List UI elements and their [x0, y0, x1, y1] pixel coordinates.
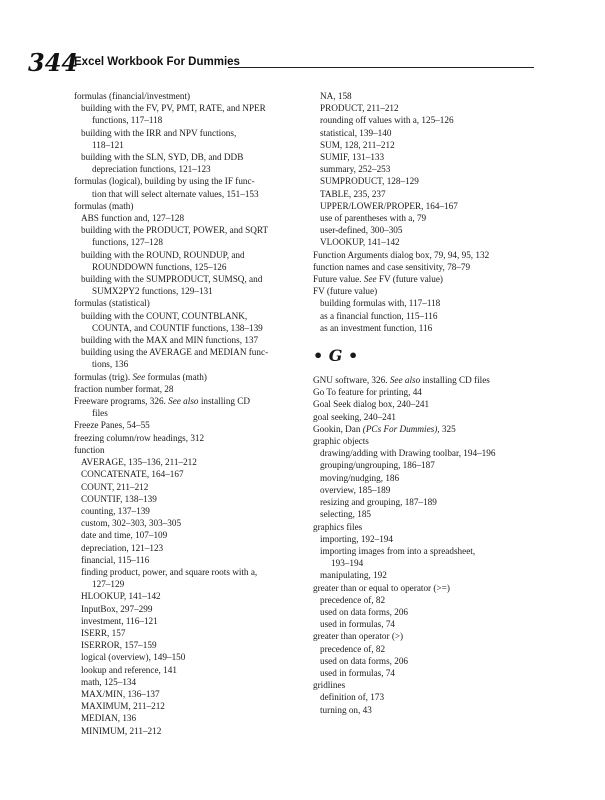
- index-entry: 193–194: [331, 558, 364, 569]
- index-entry: graphics files: [313, 521, 363, 532]
- index-entry: PRODUCT, 211–212: [320, 103, 399, 114]
- index-entry: drawing/adding with Drawing toolbar, 194–196: [320, 448, 496, 459]
- index-entry: Freeze Panes, 54–55: [74, 420, 150, 431]
- index-entry: ISERROR, 157–159: [81, 640, 157, 651]
- index-entry: files: [92, 408, 108, 419]
- index-entry: COUNTA, and COUNTIF functions, 138–139: [92, 322, 263, 333]
- index-entry: building using the AVERAGE and MEDIAN func-: [81, 347, 269, 358]
- index-entry: depreciation functions, 121–123: [92, 164, 211, 175]
- index-entry: SUMPRODUCT, 128–129: [320, 176, 419, 187]
- index-entry: ISERR, 157: [81, 627, 126, 638]
- index-entry: as a financial function, 115–116: [320, 310, 438, 321]
- index-entry: graphic objects: [313, 436, 369, 447]
- index-entry: depreciation, 121–123: [81, 542, 164, 553]
- index-entry: math, 125–134: [81, 676, 137, 687]
- index-entry: NA, 158: [320, 91, 352, 101]
- index-entry: SUMX2PY2 functions, 129–131: [92, 286, 213, 297]
- index-entry: formulas (trig). See formulas (math): [74, 371, 207, 382]
- index-entry: FV (future value): [313, 286, 378, 297]
- index-entry: formulas (math): [74, 200, 134, 211]
- index-block-g: [313, 374, 545, 716]
- index-entry: CONCATENATE, 164–167: [81, 469, 184, 480]
- index-entry: MEDIAN, 136: [81, 713, 137, 724]
- index-entry: UPPER/LOWER/PROPER, 164–167: [320, 200, 458, 211]
- index-entry: used in formulas, 74: [320, 667, 396, 678]
- index-entry: financial, 115–116: [81, 554, 150, 565]
- index-entry: GNU software, 326. See also installing CD files: [313, 375, 490, 386]
- index-entry: ROUNDDOWN functions, 125–126: [92, 261, 227, 272]
- index-entry: fraction number format, 28: [74, 383, 174, 394]
- index-entry: building with the ROUND, ROUNDUP, and: [81, 249, 245, 260]
- index-entry: counting, 137–139: [81, 505, 150, 516]
- index-entry: definition of, 173: [320, 692, 385, 703]
- index-entry: investment, 116–121: [81, 615, 158, 626]
- index-column-left: [74, 90, 304, 737]
- index-entry: InputBox, 297–299: [81, 603, 153, 614]
- index-entry: Freeware programs, 326. See also installing CD: [74, 396, 251, 407]
- index-entry: tion that will select alternate values, 151–153: [92, 188, 259, 199]
- index-entry: Future value. See FV (future value): [313, 274, 443, 285]
- index-entry: formulas (statistical): [74, 298, 150, 309]
- index-entry: 118–121: [92, 139, 124, 150]
- index-entry: SUMIF, 131–133: [320, 152, 385, 163]
- index-entry: summary, 252–253: [320, 164, 391, 175]
- index-entry: Function Arguments dialog box, 79, 94, 95, 132: [313, 249, 490, 260]
- index-entry: greater than or equal to operator (>=): [313, 582, 450, 593]
- index-column-right: [313, 90, 545, 716]
- index-entry: function: [74, 444, 105, 455]
- index-entry: moving/nudging, 186: [320, 472, 400, 483]
- index-entry: rounding off values with a, 125–126: [320, 115, 454, 126]
- index-entry: importing, 192–194: [320, 533, 393, 544]
- index-entry: user-defined, 300–305: [320, 225, 403, 236]
- index-entry: overview, 185–189: [320, 484, 391, 495]
- index-entry: formulas (financial/investment): [74, 91, 191, 101]
- index-entry: use of parentheses with a, 79: [320, 213, 427, 224]
- index-entry: greater than operator (>): [313, 631, 404, 642]
- index-entry: COUNT, 211–212: [81, 481, 149, 492]
- index-entry: importing images from into a spreadsheet,: [320, 545, 476, 556]
- index-entry: used on data forms, 206: [320, 655, 409, 666]
- index-entry: building with the PRODUCT, POWER, and SQRT: [81, 225, 269, 236]
- index-entry: functions, 117–118: [92, 115, 163, 126]
- index-entry: date and time, 107–109: [81, 530, 168, 541]
- index-entry: building with the IRR and NPV functions,: [81, 127, 237, 138]
- index-entry: formulas (logical), building by using the IF func-: [74, 176, 255, 187]
- index-entry: HLOOKUP, 141–142: [81, 591, 161, 602]
- index-entry: custom, 302–303, 303–305: [81, 518, 182, 529]
- page-number: 344: [28, 48, 79, 77]
- running-header: [28, 46, 534, 76]
- index-block-f-continued: [313, 90, 545, 334]
- index-entry: freezing column/row headings, 312: [74, 432, 205, 443]
- index-entry: statistical, 139–140: [320, 127, 392, 138]
- index-entry: precedence of, 82: [320, 643, 386, 654]
- index-entry: Goal Seek dialog box, 240–241: [313, 399, 430, 410]
- index-entry: Gookin, Dan (PCs For Dummies), 325: [313, 423, 456, 434]
- index-entry: finding product, power, and square roots with a,: [81, 566, 258, 577]
- index-entry: logical (overview), 149–150: [81, 652, 186, 663]
- index-entry: ABS function and, 127–128: [81, 213, 185, 224]
- index-entry: functions, 127–128: [92, 237, 163, 248]
- index-entry: COUNTIF, 138–139: [81, 493, 157, 504]
- index-entry: function names and case sensitivity, 78–79: [313, 261, 471, 272]
- index-entry: MAX/MIN, 136–137: [81, 688, 160, 699]
- index-entry: building with the SUMPRODUCT, SUMSQ, and: [81, 274, 263, 285]
- index-entry: lookup and reference, 141: [81, 664, 177, 675]
- index-entry: VLOOKUP, 141–142: [320, 237, 400, 248]
- index-entry: building with the COUNT, COUNTBLANK,: [81, 310, 248, 321]
- index-entry: building formulas with, 117–118: [320, 298, 441, 309]
- index-entry: selecting, 185: [320, 509, 372, 520]
- index-entry: MAXIMUM, 211–212: [81, 701, 165, 712]
- index-entry: precedence of, 82: [320, 594, 386, 605]
- index-entry: as an investment function, 116: [320, 322, 433, 333]
- index-entry: MINIMUM, 211–212: [81, 725, 162, 736]
- index-entry: gridlines: [313, 680, 346, 691]
- index-entry: resizing and grouping, 187–189: [320, 497, 437, 508]
- index-entry: 127–129: [92, 579, 125, 590]
- index-entry: SUM, 128, 211–212: [320, 139, 395, 150]
- index-entry: building with the FV, PV, PMT, RATE, and NPER: [81, 103, 266, 114]
- index-entry: Go To feature for printing, 44: [313, 387, 422, 398]
- index-entry: tions, 136: [92, 359, 129, 370]
- index-entry: turning on, 43: [320, 704, 372, 715]
- index-entry: building with the SLN, SYD, DB, and DDB: [81, 152, 244, 163]
- book-title: Excel Workbook For Dummies: [74, 56, 240, 68]
- index-entry: used in formulas, 74: [320, 619, 396, 630]
- index-entry: goal seeking, 240–241: [313, 411, 396, 422]
- section-letter-g: • G •: [313, 346, 359, 366]
- index-entry: manipulating, 192: [320, 570, 387, 581]
- index-entry: building with the MAX and MIN functions, 137: [81, 335, 259, 346]
- index-entry: TABLE, 235, 237: [320, 188, 386, 199]
- index-entry: AVERAGE, 135–136, 211–212: [81, 457, 197, 468]
- header-rule: [228, 67, 534, 68]
- index-entry: grouping/ungrouping, 186–187: [320, 460, 435, 471]
- index-entry: used on data forms, 206: [320, 606, 409, 617]
